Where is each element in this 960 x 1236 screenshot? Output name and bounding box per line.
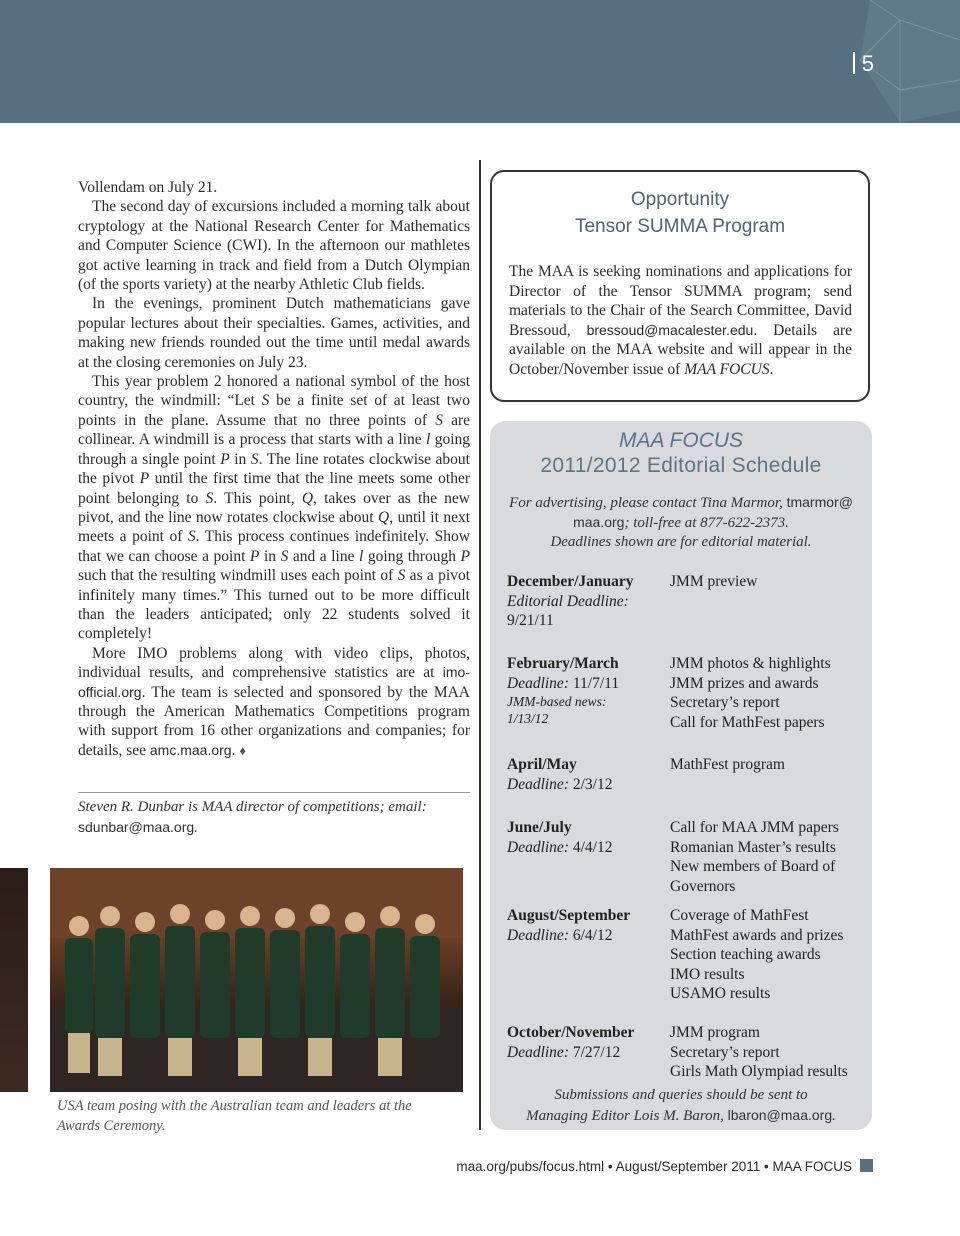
paragraph: Vollendam on July 21. <box>78 179 218 196</box>
email-link[interactable]: sdunbar@maa.org <box>78 818 195 835</box>
author-bio: Steven R. Dunbar is MAA director of competitions; email: sdunbar@maa.org. <box>78 799 427 836</box>
issue-topics: Call for MAA JMM papers Romanian Master’s results New members of Board of Governors <box>670 819 839 895</box>
paragraph: In the evenings, prominent Dutch mathematicians gave popular lectures about their specialties. Games, activities, and making new friends rounded out the time until medal awards at the closing ceremonies on July 23. <box>78 295 470 371</box>
amc-link[interactable]: amc.maa.org <box>149 741 232 758</box>
email-link[interactable]: lbaron@maa.org <box>727 1106 833 1123</box>
issue-topics: JMM photos & highlights JMM prizes and awards Secretary’s report Call for MathFest papers <box>670 655 831 731</box>
email-link[interactable]: bressoud@macalester.edu <box>586 321 754 338</box>
schedule-title: MAA FOCUS <box>618 429 744 452</box>
issue-entry: October/November Deadline: 7/27/12 <box>507 1024 635 1061</box>
photo-caption: USA team posing with the Australian team and leaders at the Awards Ceremony. <box>57 1098 412 1134</box>
opportunity-title: Opportunity Tensor SUMMA Program <box>574 189 786 237</box>
column-divider <box>479 160 481 1130</box>
email-link[interactable]: tmarmor@ maa.org <box>573 494 853 530</box>
divider <box>78 792 470 793</box>
issue-entry: August/September Deadline: 6/4/12 <box>507 907 631 944</box>
paragraph: More IMO problems along with video clips, photos, individual results, and comprehensive statistics are at imo-official.org. The team is selected and sponsored by the MAA through the American Mathematics Competitions program with support from 16 other organizations and companies; for details, see amc.maa.org. ♦ <box>78 644 470 759</box>
paragraph-windmill-problem: This year problem 2 honored a national symbol of the host country, the windmill: “Let S be a finite set of at least two points in the plane. Assume that no three points of S are collinear. A windmill is a process that starts with a line l going through a single point P in S. The line rotates clockwise about the pivot P until the first time that the line meets some other point belonging to S. This point, Q, takes over as the new pivot, and the line now rotates clockwise about Q, until it next meets a point of S. This process continues indefinitely. Show that we can choose a point P in S and a line l going through P such that the resulting windmill uses each point of S as a pivot infinitely many times.” This turned out to be more difficult than the leaders anticipated; only 22 students solved it completely! <box>78 373 471 643</box>
schedule-intro: For advertising, please contact Tina Marmor, tmarmor@ maa.org; toll-free at 877-622-2373. Deadlines shown are for editorial material. <box>509 494 853 550</box>
issue-entry: June/July Deadline: 4/4/12 <box>507 819 613 856</box>
page-number: 5 <box>853 51 874 77</box>
article-body <box>78 178 470 760</box>
imo-link[interactable]: imo-official.org <box>78 664 470 700</box>
schedule-footer: Submissions and queries should be sent to Managing Editor Lois M. Baron, lbaron@maa.org. <box>526 1087 836 1124</box>
photo-edge <box>0 868 28 1092</box>
footer-square-icon <box>860 1159 873 1172</box>
issue-topics: JMM preview <box>670 573 758 590</box>
issue-topics: MathFest program <box>670 756 785 773</box>
issue-entry: April/May Deadline: 2/3/12 <box>507 756 613 793</box>
opportunity-body: The MAA is seeking nominations and applications for Director of the Tensor SUMMA program; send materials to the Chair of the Search Committee, David Bressoud, bressoud@macalester.edu. Details are available on the MAA website and will appear in the October/November issue of MAA FOCUS. <box>509 263 852 378</box>
issue-topics: Coverage of MathFest MathFest awards and prizes Section teaching awards IMO results USAMO results <box>670 907 844 1002</box>
team-photo-illustration <box>50 868 463 1092</box>
issue-entry: December/January Editorial Deadline: 9/21/11 <box>507 573 634 629</box>
end-mark-icon: ♦ <box>239 742 246 758</box>
issue-topics: JMM program Secretary’s report Girls Math Olympiad results <box>670 1024 848 1080</box>
issue-entry: February/March Deadline: 11/7/11 JMM-based news: 1/13/12 <box>507 655 620 726</box>
schedule-subtitle: 2011/2012 Editorial Schedule <box>540 454 822 477</box>
team-photo <box>50 868 463 1092</box>
header-band <box>0 0 960 123</box>
paragraph: The second day of excursions included a morning talk about cryptology at the National Research Center for Mathematics and Computer Science (CWI). In the afternoon our mathletes got active learning in track and field from a Dutch Olympian (of the sports variety) at the nearby Athletic Club fields. <box>78 198 470 294</box>
page-footer: maa.org/pubs/focus.html • August/September 2011 • MAA FOCUS <box>456 1159 852 1174</box>
